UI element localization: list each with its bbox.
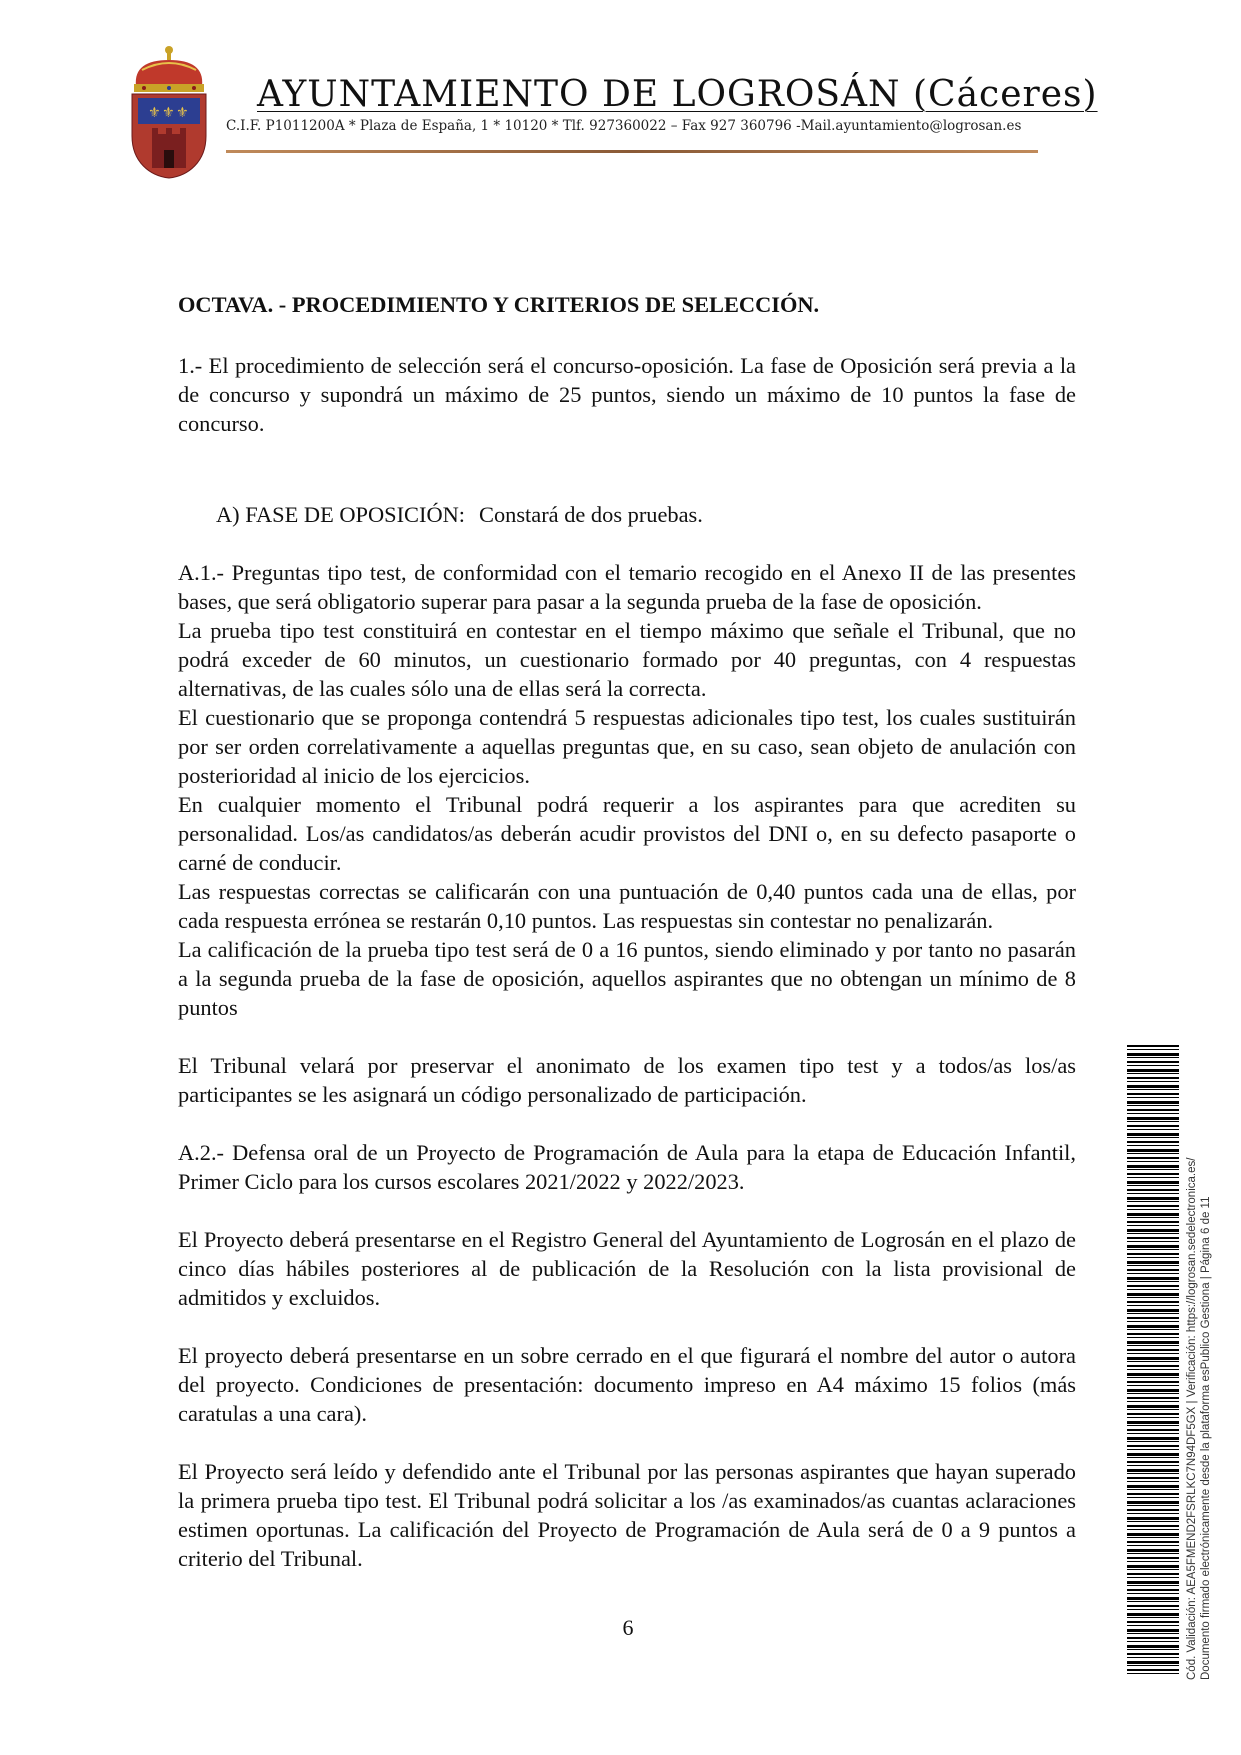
paragraph-a1-intro: A.1.- Preguntas tipo test, de conformidad con el temario recogido en el Anexo II de las presentes bases, que será obligatorio superar para pasar a la segunda prueba de la fase de oposición. <box>178 560 1076 614</box>
svg-text:⚜: ⚜ <box>176 105 189 121</box>
subsection-label: A) FASE DE OPOSICIÓN: <box>216 502 466 527</box>
svg-text:⚜: ⚜ <box>148 105 161 121</box>
municipality-title: AYUNTAMIENTO DE LOGROSÁN (Cáceres) <box>257 74 1098 115</box>
letterhead <box>0 0 1241 170</box>
svg-text:⚜: ⚜ <box>162 105 175 121</box>
paragraph-a1-extra: El cuestionario que se proponga contendrá 5 respuestas adicionales tipo test, los cuales sustituirán por ser orden correlativamente a aquellas preguntas que, en su caso, sean objeto de anulación con posterioridad al inicio de los ejercicios. <box>178 705 1076 788</box>
coat-of-arms-icon <box>128 44 210 180</box>
paragraph-a1-scoring: Las respuestas correctas se calificarán con una puntuación de 0,40 puntos cada una de ellas, por cada respuesta errónea se restarán 0,10 puntos. Las respuestas sin contestar no penalizarán. <box>178 879 1076 933</box>
paragraph-a1-time: La prueba tipo test constituirá en contestar en el tiempo máximo que señale el Tribunal, que no podrá exceder de 60 minutos, un cuestionario formado por 40 preguntas, con 4 respuestas alternativas, de las cuales sólo una de ellas será la correcta. <box>178 618 1076 701</box>
paragraph-envelope: El proyecto deberá presentarse en un sobre cerrado en el que figurará el nombre del autor o autora del proyecto. Condiciones de presentación: documento impreso en A4 máximo 15 folios (más caratulas a una cara). <box>178 1343 1076 1426</box>
section-heading: OCTAVA. - PROCEDIMIENTO Y CRITERIOS DE SELECCIÓN. <box>178 292 820 317</box>
validation-line: Cód. Validación: AEA5FMEND2FSRLKC7N94DF5GX | Verificación: https://logrosan.sedelectronica.es/ <box>1186 1157 1198 1680</box>
barcode-icon <box>1127 1045 1179 1675</box>
paragraph-procedure: 1.- El procedimiento de selección será el concurso-oposición. La fase de Oposición será previa a la de concurso y supondrá un máximo de 25 puntos, siendo un máximo de 10 puntos la fase de concurso. <box>178 353 1076 436</box>
paragraph-a2: A.2.- Defensa oral de un Proyecto de Programación de Aula para la etapa de Educación Infantil, Primer Ciclo para los cursos escolares 2021/2022 y 2022/2023. <box>178 1140 1076 1194</box>
subsection-title <box>178 500 1076 529</box>
page-number: 6 <box>622 1615 634 1640</box>
subsection-text: Constará de dos pruebas. <box>479 502 703 527</box>
paragraph-anonymity: El Tribunal velará por preservar el anonimato de los examen tipo test y a todos/as los/as participantes se les asignará un código personalizado de participación. <box>178 1053 1076 1107</box>
validation-stamp <box>1185 1060 1213 1680</box>
paragraph-a1-identity: En cualquier momento el Tribunal podrá requerir a los aspirantes para que acrediten su personalidad. Los/as candidatos/as deberán acudir provistos del DNI o, en su defecto pasaporte o carné de conducir. <box>178 792 1076 875</box>
header-divider <box>226 150 1038 153</box>
paragraph-a1-grade: La calificación de la prueba tipo test será de 0 a 16 puntos, siendo eliminado y por tanto no pasarán a la segunda prueba de la fase de oposición, aquellos aspirantes que no obtengan un mínimo de 8 puntos <box>178 937 1076 1020</box>
paragraph-defense: El Proyecto será leído y defendido ante el Tribunal por las personas aspirantes que hayan superado la primera prueba tipo test. El Tribunal podrá solicitar a los /as examinados/as cuantas aclaraciones estimen oportunas. La calificación del Proyecto de Programación de Aula será de 0 a 9 puntos a criterio del Tribunal. <box>178 1459 1076 1571</box>
signature-line: Documento firmado electrónicamente desde la plataforma esPublico Gestiona | Página 6 de 11 <box>1200 1196 1212 1680</box>
paragraph-registry: El Proyecto deberá presentarse en el Registro General del Ayuntamiento de Logrosán en el plazo de cinco días hábiles posteriores al de publicación de la Resolución con la lista provisional de admitidos y excluidos. <box>178 1227 1076 1310</box>
contact-line: C.I.F. P1011200A * Plaza de España, 1 * 10120 * Tlf. 927360022 – Fax 927 360796 -Mail.ayuntamiento@logrosan.es <box>226 118 1022 134</box>
document-body <box>178 290 1076 1573</box>
